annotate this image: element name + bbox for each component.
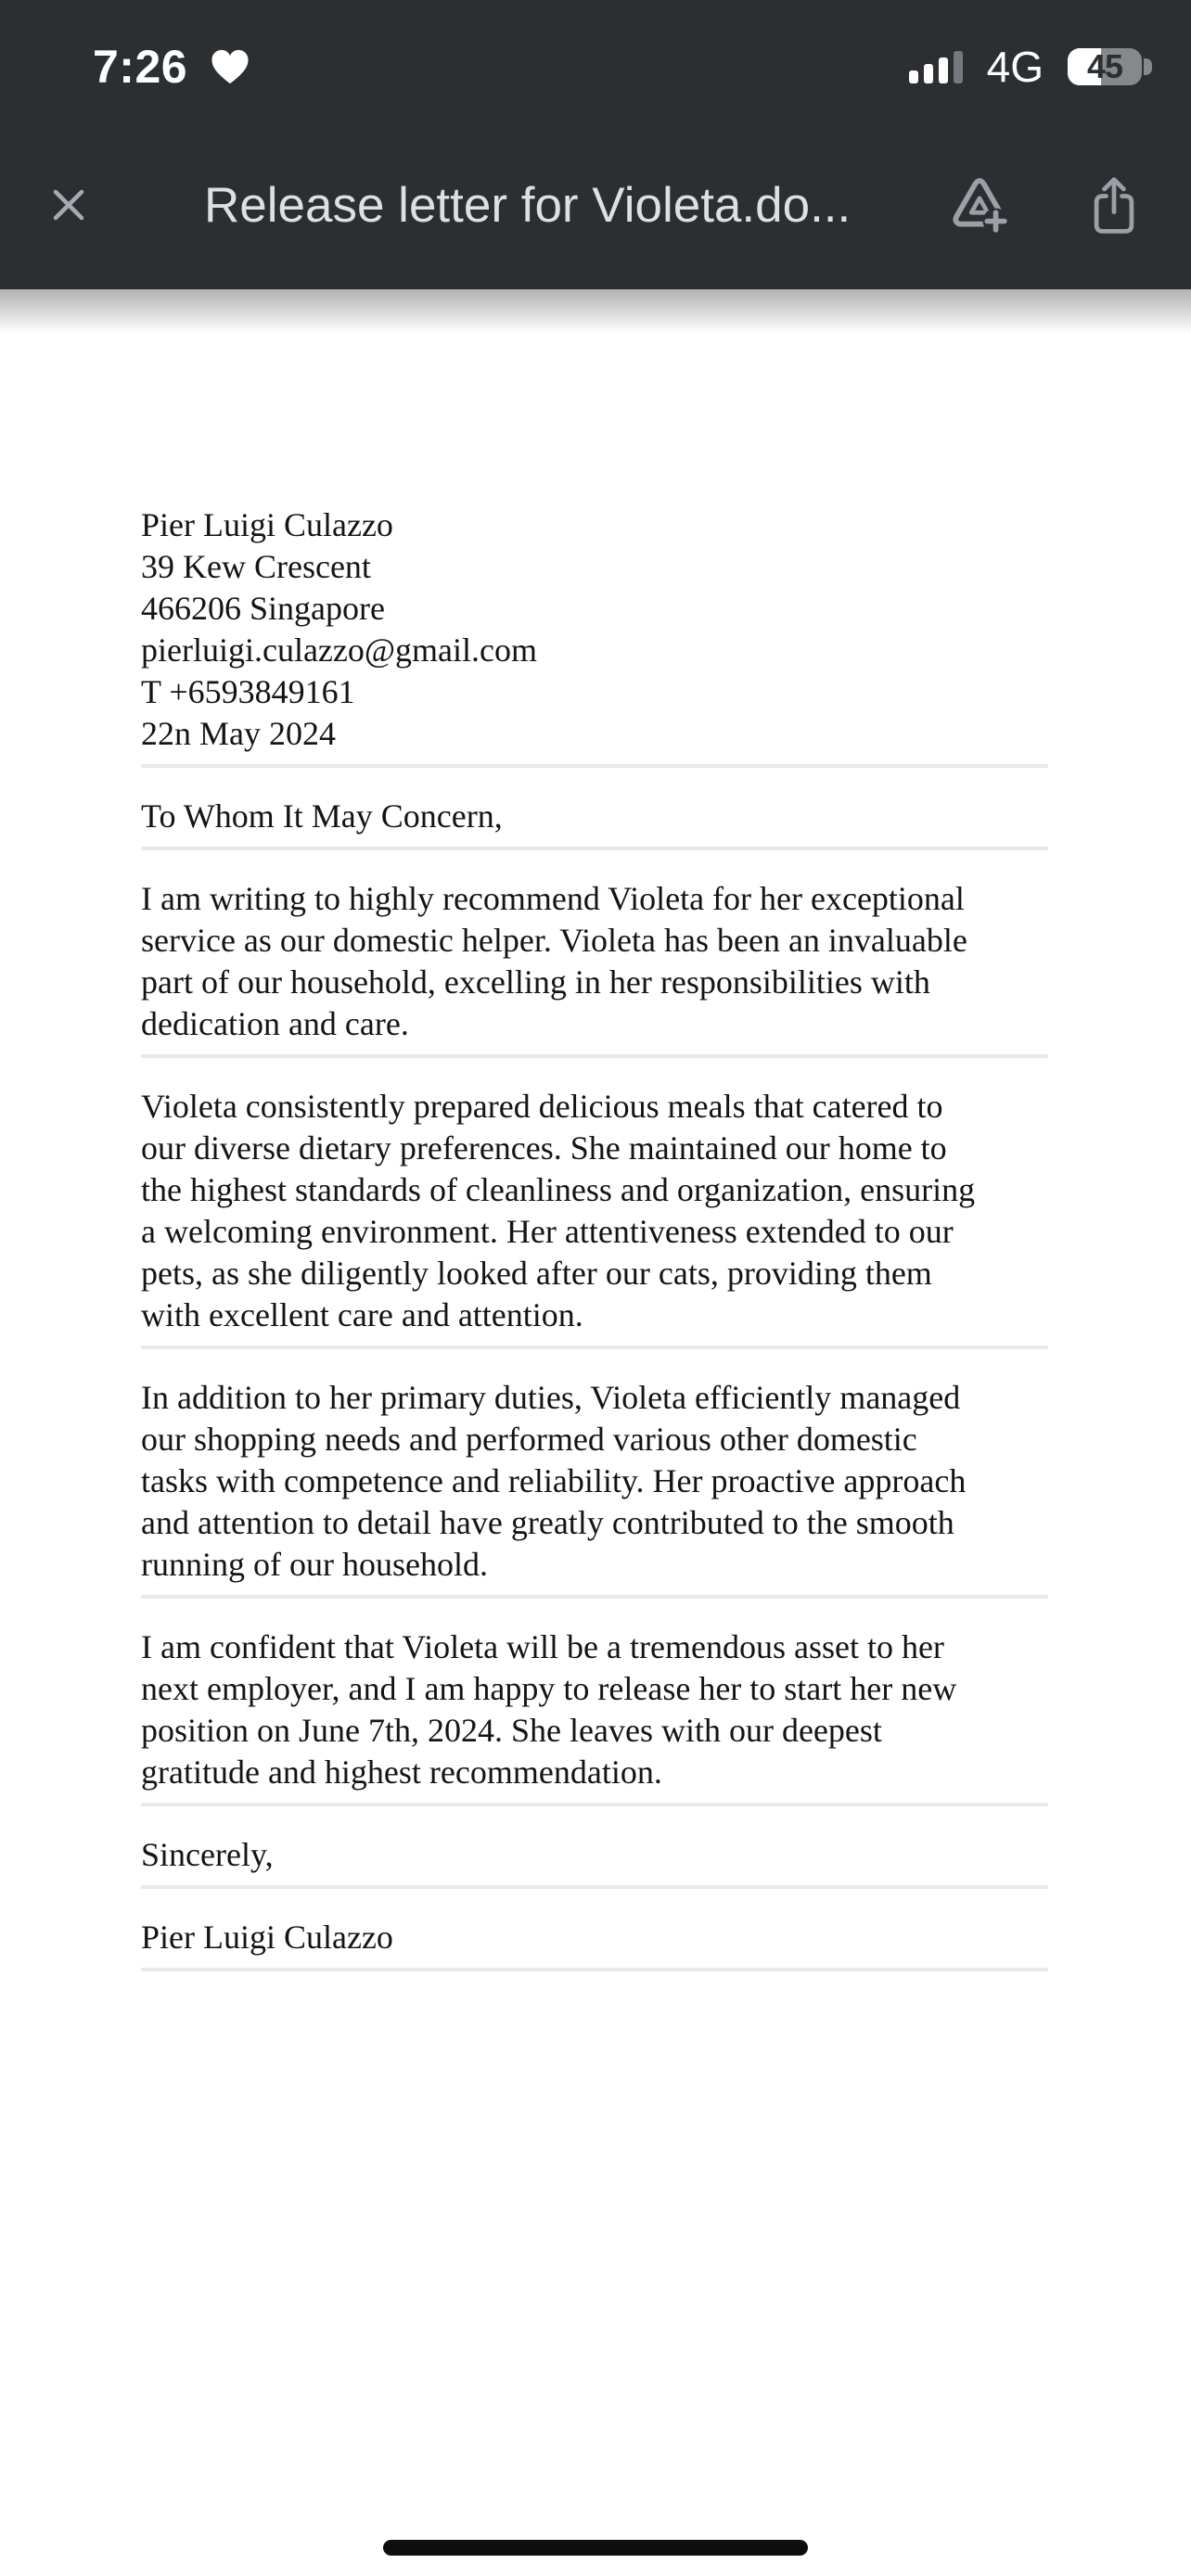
letter-line: next employer, and I am happy to release her to start her new <box>141 1670 957 1707</box>
letter-line: and attention to detail have greatly contributed to the smooth <box>141 1504 954 1541</box>
paragraph-1 <box>141 878 1048 1058</box>
app-bar-actions <box>949 172 1140 237</box>
share-button[interactable] <box>1088 172 1140 237</box>
signal-bar <box>939 57 948 83</box>
letter-line: Violeta consistently prepared delicious meals that catered to <box>141 1088 943 1125</box>
paragraph-4 <box>141 1626 1048 1806</box>
document-title: Release letter for Violeta.do... <box>204 177 852 233</box>
letter-line: position on June 7th, 2024. She leaves with our deepest <box>141 1712 882 1749</box>
salutation-block <box>141 796 1048 850</box>
letter-line: tasks with competence and reliability. Her proactive approach <box>141 1462 967 1499</box>
signal-strength-icon <box>909 50 963 83</box>
letter-line: Pier Luigi Culazzo <box>141 506 393 543</box>
letter-line: T +6593849161 <box>141 673 355 710</box>
letter-line: 22n May 2024 <box>141 715 336 752</box>
signal-bar <box>954 51 963 83</box>
status-bar-left <box>93 40 250 94</box>
close-button[interactable] <box>48 185 89 225</box>
letter-line: dedication and care. <box>141 1005 409 1042</box>
letter-line: pierluigi.culazzo@gmail.com <box>141 631 538 669</box>
paragraph-3 <box>141 1377 1048 1599</box>
letter-line: gratitude and highest recommendation. <box>141 1753 662 1791</box>
letter-line: with excellent care and attention. <box>141 1296 583 1333</box>
heart-icon <box>210 48 250 85</box>
letter-line: running of our household. <box>141 1546 488 1583</box>
signature-block <box>141 1917 1048 1971</box>
letter-line: our shopping needs and performed various other domestic <box>141 1421 917 1458</box>
battery-icon <box>1068 48 1152 85</box>
close-icon <box>48 185 89 225</box>
letter-line: pets, as she diligently looked after our cats, providing them <box>141 1255 932 1292</box>
letter-line: our diverse dietary preferences. She maintained our home to <box>141 1129 947 1167</box>
letter-line: I am confident that Violeta will be a tremendous asset to her <box>141 1628 944 1665</box>
paragraph-2 <box>141 1086 1048 1349</box>
closing-block <box>141 1834 1048 1889</box>
add-to-drive-icon <box>949 174 1010 236</box>
share-icon <box>1088 172 1140 237</box>
status-bar-right <box>909 42 1152 92</box>
letter-line: 466206 Singapore <box>141 590 385 627</box>
signal-bar <box>924 64 933 83</box>
letter-line: Pier Luigi Culazzo <box>141 1919 393 1956</box>
battery-nub <box>1144 58 1152 75</box>
letter-line: part of our household, excelling in her responsibilities with <box>141 963 930 1001</box>
letter-line: a welcoming environment. Her attentiveness extended to our <box>141 1213 954 1250</box>
home-indicator[interactable] <box>383 2540 808 2556</box>
letter-line: In addition to her primary duties, Violeta efficiently managed <box>141 1379 961 1416</box>
document-view[interactable] <box>0 289 1191 2576</box>
letter-line: I am writing to highly recommend Violeta for her exceptional <box>141 880 965 917</box>
battery-body <box>1068 48 1142 85</box>
add-to-drive-button[interactable] <box>949 174 1010 236</box>
signal-bar <box>909 70 918 83</box>
letter-line: 39 Kew Crescent <box>141 548 371 585</box>
letter-line: To Whom It May Concern, <box>141 797 503 835</box>
network-type-label: 4G <box>986 43 1044 91</box>
letter-line: Sincerely, <box>141 1836 274 1873</box>
letter-page <box>141 504 1048 1971</box>
status-bar <box>0 0 1191 121</box>
letter-line: the highest standards of cleanliness and organization, ensuring <box>141 1171 976 1208</box>
battery-percent-label: 45 <box>1086 48 1123 85</box>
app-bar <box>0 121 1191 289</box>
sender-address-block <box>141 504 1048 768</box>
clock: 7:26 <box>93 41 188 93</box>
letter-line: service as our domestic helper. Violeta has been an invaluable <box>141 922 967 959</box>
